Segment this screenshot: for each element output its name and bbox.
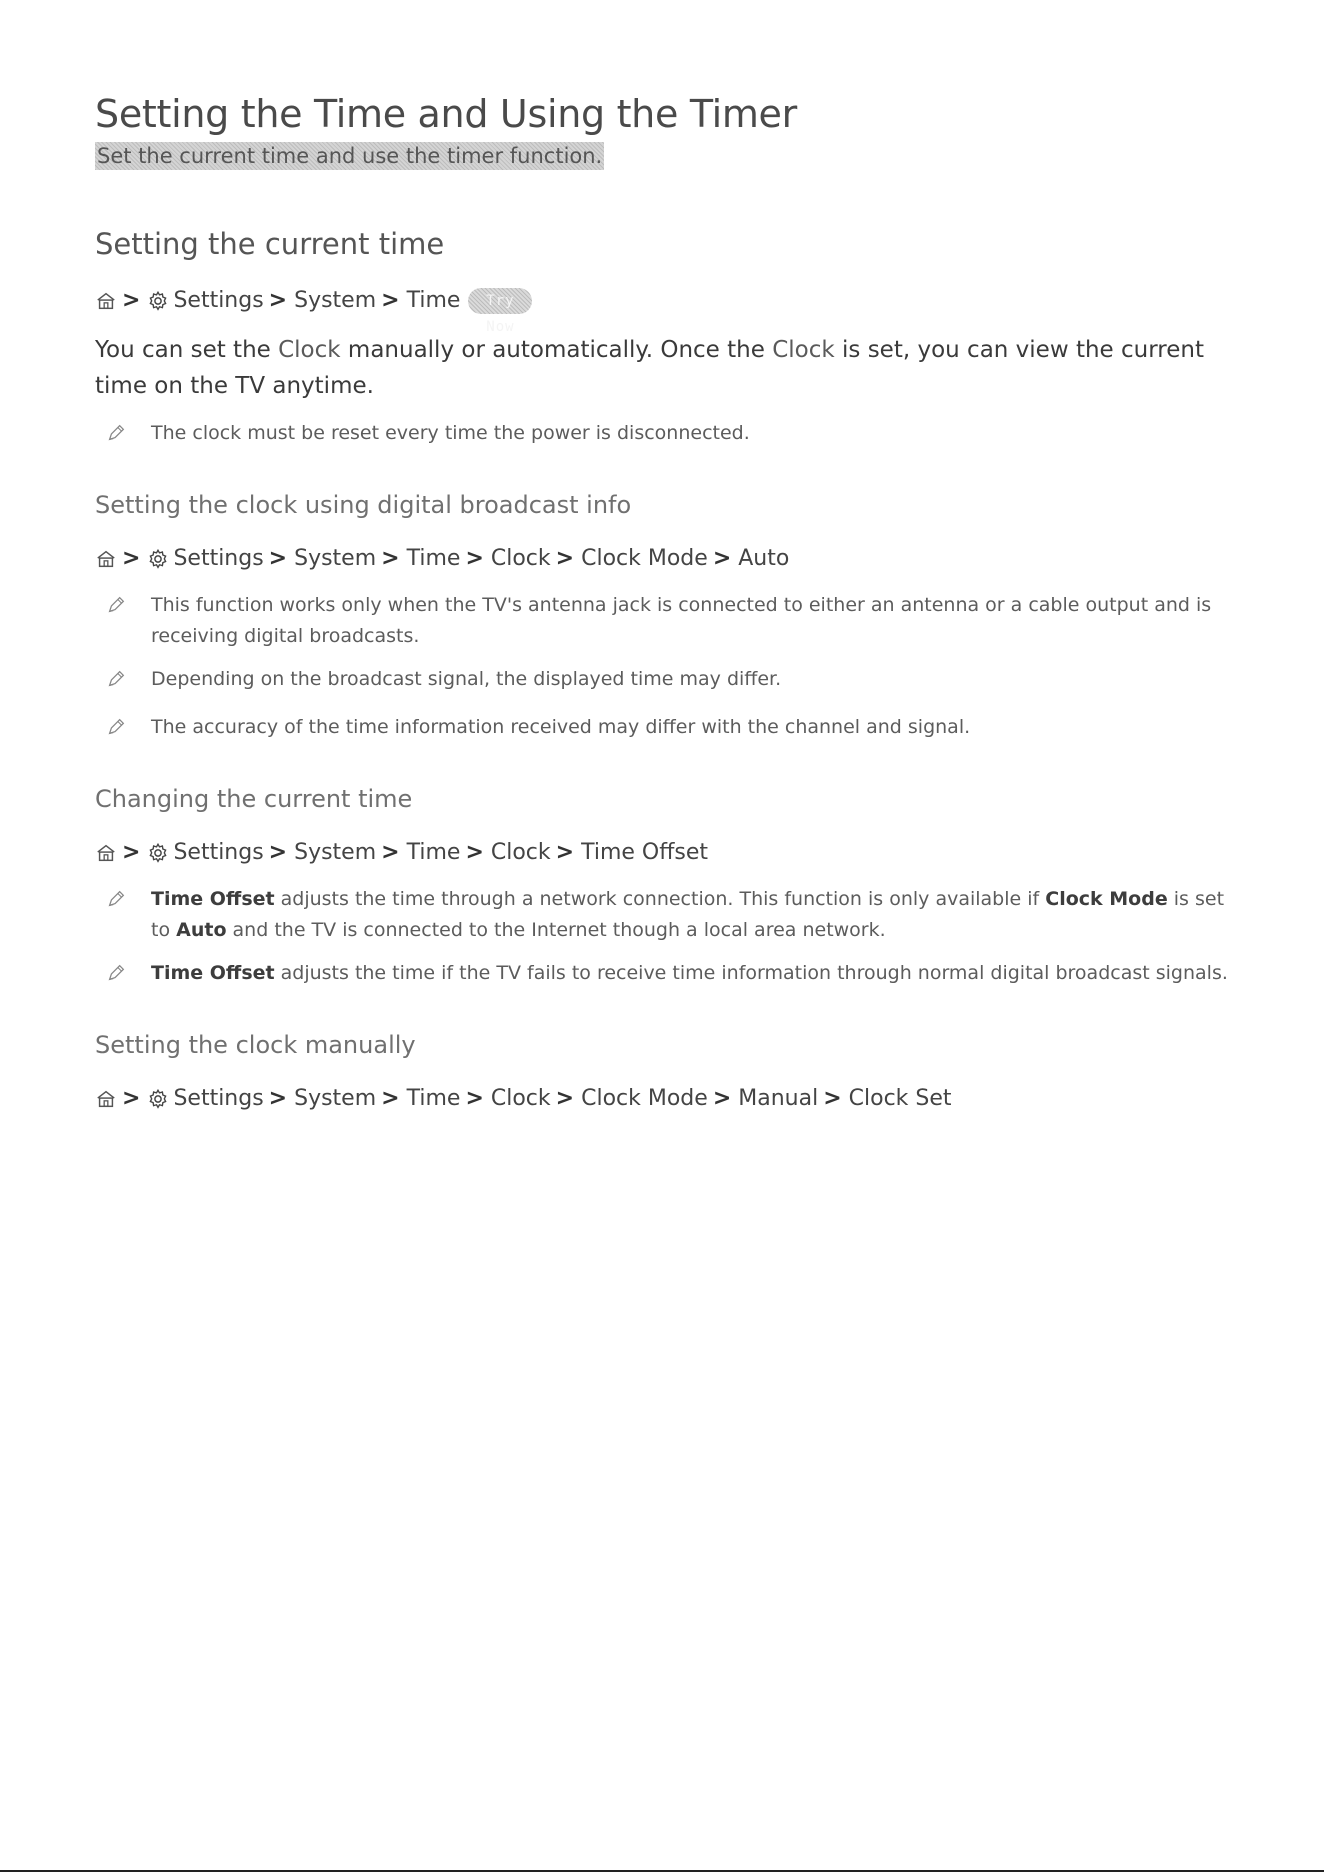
pencil-icon bbox=[95, 418, 151, 454]
breadcrumb-item-system: System bbox=[294, 546, 377, 571]
try-now-badge: Try Now bbox=[468, 288, 532, 314]
breadcrumb-item-settings: Settings bbox=[147, 1084, 263, 1114]
chevron-right-icon: > bbox=[268, 288, 288, 313]
breadcrumb-item-system: System bbox=[294, 840, 377, 865]
breadcrumb-item-settings: Settings bbox=[147, 838, 263, 868]
breadcrumb-item-time: Time bbox=[406, 546, 461, 571]
note-text: This function works only when the TV's antenna jack is connected to either an antenna or a cable output and is receiving digital broadcasts. bbox=[151, 594, 1212, 647]
breadcrumb-item-system: System bbox=[294, 1086, 377, 1111]
breadcrumb-item-settings: Settings bbox=[147, 544, 263, 574]
subsection-heading-changing-time: Changing the current time bbox=[95, 785, 413, 813]
chevron-right-icon: > bbox=[122, 1086, 141, 1111]
breadcrumb-item-time: Time bbox=[406, 288, 461, 313]
pencil-icon bbox=[95, 712, 151, 748]
chevron-right-icon: > bbox=[465, 840, 484, 865]
home-icon bbox=[95, 842, 117, 864]
chevron-right-icon: > bbox=[122, 840, 141, 865]
section-body-text: You can set the Clock manually or automatically. Once the Clock is set, you can view the current time on the TV anytime. bbox=[95, 337, 1204, 399]
chevron-right-icon: > bbox=[555, 546, 575, 571]
note bbox=[95, 590, 1235, 652]
breadcrumb-item-time: Time bbox=[406, 1086, 461, 1111]
home-icon bbox=[95, 290, 117, 312]
breadcrumb bbox=[95, 286, 1235, 335]
gear-icon bbox=[147, 290, 169, 312]
note-text: Time Offset adjusts the time if the TV fails to receive time information through normal digital broadcast signals. bbox=[151, 962, 1228, 984]
chevron-right-icon: > bbox=[268, 546, 288, 571]
pencil-icon bbox=[95, 884, 151, 920]
chevron-right-icon: > bbox=[122, 288, 141, 313]
breadcrumb bbox=[95, 544, 1235, 574]
pencil-icon bbox=[95, 590, 151, 626]
gear-icon bbox=[147, 548, 169, 570]
pencil-icon bbox=[95, 664, 151, 700]
note bbox=[95, 418, 1235, 454]
chevron-right-icon: > bbox=[712, 546, 732, 571]
breadcrumb-item-settings: Settings bbox=[147, 286, 263, 316]
breadcrumb-item-system: System bbox=[294, 288, 377, 313]
chevron-right-icon: > bbox=[381, 546, 400, 571]
note-text: Depending on the broadcast signal, the displayed time may differ. bbox=[151, 668, 782, 690]
breadcrumb-item-time: Time bbox=[406, 840, 461, 865]
chevron-right-icon: > bbox=[381, 1086, 400, 1111]
manual-page bbox=[95, 88, 1235, 1114]
chevron-right-icon: > bbox=[465, 1086, 484, 1111]
pencil-icon bbox=[95, 958, 151, 994]
chevron-right-icon: > bbox=[712, 1086, 732, 1111]
breadcrumb-item-auto: Auto bbox=[738, 546, 790, 571]
breadcrumb-item-manual: Manual bbox=[738, 1086, 819, 1111]
breadcrumb-item-clock-mode: Clock Mode bbox=[581, 1086, 708, 1111]
note-text: Time Offset adjusts the time through a network connection. This function is only available if Clock Mode is set to Auto and the TV is connected to the Internet though a local area network. bbox=[151, 888, 1225, 941]
breadcrumb bbox=[95, 1084, 1235, 1114]
note-text: The accuracy of the time information received may differ with the channel and signal. bbox=[151, 716, 971, 738]
note bbox=[95, 712, 1235, 748]
breadcrumb-item-clock: Clock bbox=[490, 840, 551, 865]
gear-icon bbox=[147, 842, 169, 864]
breadcrumb-item-time-offset: Time Offset bbox=[581, 840, 709, 865]
chevron-right-icon: > bbox=[465, 546, 484, 571]
note bbox=[95, 884, 1235, 946]
breadcrumb-item-clock-set: Clock Set bbox=[848, 1086, 952, 1111]
home-icon bbox=[95, 1088, 117, 1110]
chevron-right-icon: > bbox=[555, 840, 575, 865]
note-text: The clock must be reset every time the power is disconnected. bbox=[151, 422, 750, 444]
chevron-right-icon: > bbox=[381, 840, 400, 865]
chevron-right-icon: > bbox=[268, 840, 288, 865]
note bbox=[95, 664, 1235, 700]
chevron-right-icon: > bbox=[268, 1086, 288, 1111]
page-title: Setting the Time and Using the Timer bbox=[95, 92, 797, 136]
gear-icon bbox=[147, 1088, 169, 1110]
breadcrumb-item-clock: Clock bbox=[490, 546, 551, 571]
home-icon bbox=[95, 548, 117, 570]
chevron-right-icon: > bbox=[381, 288, 400, 313]
section-heading-current-time: Setting the current time bbox=[95, 227, 445, 261]
breadcrumb-item-clock-mode: Clock Mode bbox=[581, 546, 708, 571]
breadcrumb bbox=[95, 838, 1235, 868]
chevron-right-icon: > bbox=[823, 1086, 842, 1111]
chevron-right-icon: > bbox=[122, 546, 141, 571]
page-subtitle: Set the current time and use the timer function. bbox=[97, 144, 603, 168]
subsection-heading-digital-broadcast: Setting the clock using digital broadcast info bbox=[95, 491, 632, 519]
note bbox=[95, 958, 1235, 994]
chevron-right-icon: > bbox=[555, 1086, 575, 1111]
breadcrumb-item-clock: Clock bbox=[490, 1086, 551, 1111]
subsection-heading-manual-clock: Setting the clock manually bbox=[95, 1031, 416, 1059]
